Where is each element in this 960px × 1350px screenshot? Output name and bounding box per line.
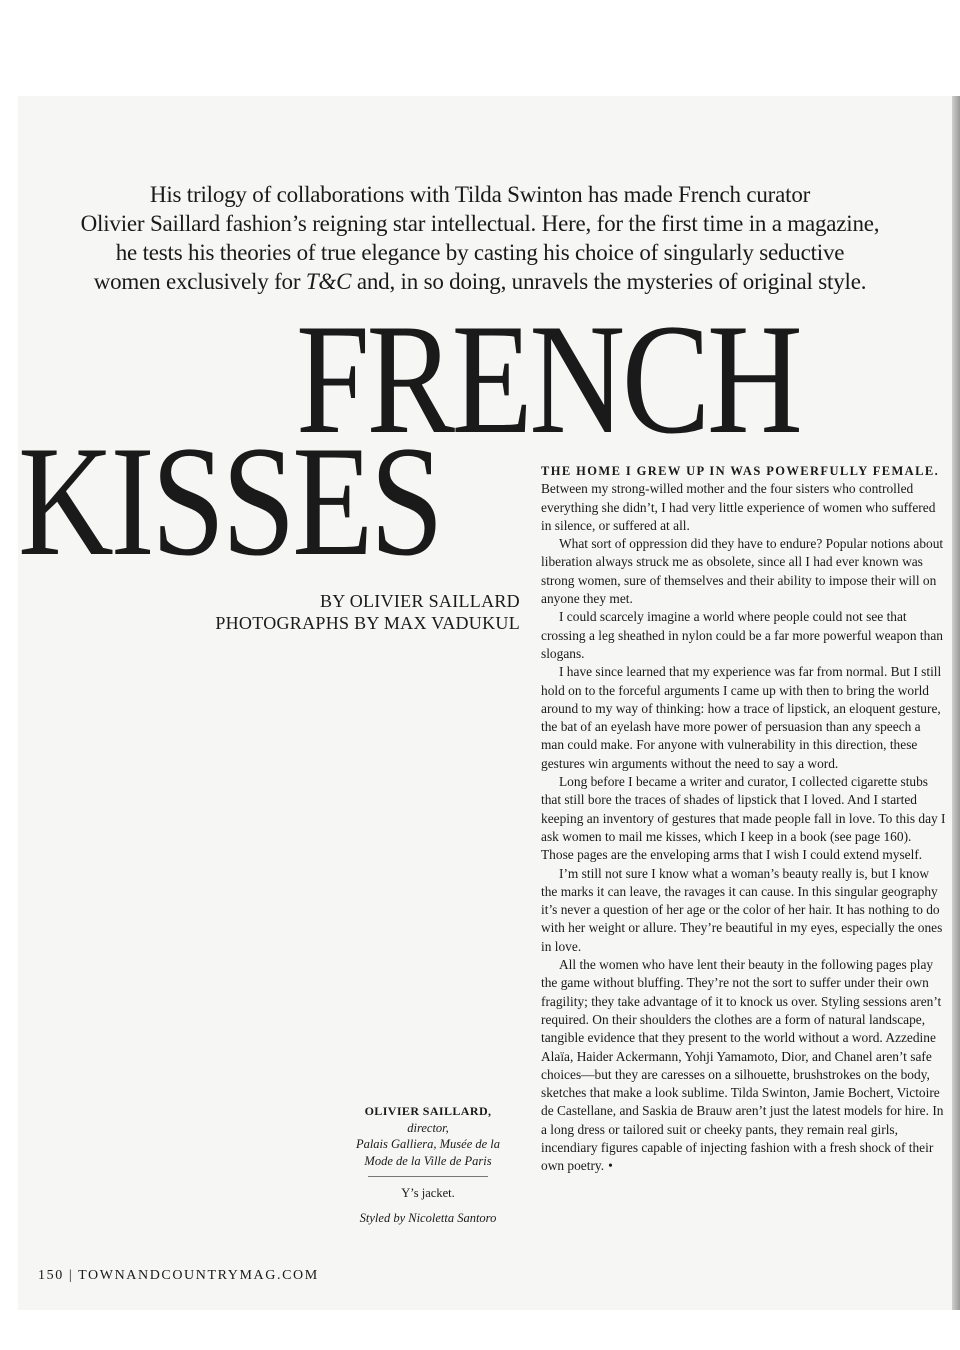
deck-magazine-name: T&C bbox=[305, 269, 352, 294]
deck-line-4-end: and, in so doing, unravels the mysteries of original style. bbox=[351, 269, 867, 294]
headline-kisses: KISSES bbox=[18, 414, 441, 589]
end-mark: • bbox=[608, 1158, 613, 1174]
caption-role: director, bbox=[407, 1120, 449, 1135]
article-paragraph-4: I have since learned that my experience was far from normal. But I still hold on to the forceful arguments I came up with then to bring the world around to my way of thinking: how a trace of lipstick, an eloquent gesture, the bat of an eyelash have more power of persuasion than any speech a man could make. For anyone with vulnerability in this direction, these gestures win arguments without the need to say a word. bbox=[541, 664, 942, 771]
credits-block bbox=[215, 590, 520, 634]
lead-in-caps: THE HOME I GREW UP IN WAS POWERFULLY FEMALE. bbox=[541, 464, 940, 478]
caption-divider bbox=[368, 1176, 488, 1177]
article-paragraph-3: I could scarcely imagine a world where people could not see that crossing a leg sheathed in nylon could be a far more powerful weapon than slogans. bbox=[541, 609, 943, 661]
headline-french: FRENCH bbox=[296, 292, 800, 467]
page-folio: 150 | TOWNANDCOUNTRYMAG.COM bbox=[38, 1268, 319, 1283]
caption-jacket: Y’s jacket. bbox=[401, 1186, 455, 1200]
deck-line-3: he tests his theories of true elegance by casting his choice of singularly seductive bbox=[115, 240, 845, 265]
byline: BY OLIVIER SAILLARD bbox=[319, 591, 520, 611]
lead-paragraph-text: Between my strong-willed mother and the four sisters who controlled everything she didn’t, I had very little experience of women who suffered in silence, or suffered at all. bbox=[541, 481, 936, 533]
article-paragraph-6: I’m still not sure I know what a woman’s beauty really is, but I know the marks it can leave, the ravages it can cause. In this singular geography it’s never a question of her age or the color of her hair. It has nothing to do with her weight or allure. They’re beautiful in my eyes, especially the ones in love. bbox=[541, 865, 943, 954]
photo-caption bbox=[350, 1103, 506, 1226]
photo-credit: PHOTOGRAPHS BY MAX VADUKUL bbox=[215, 613, 520, 633]
caption-name: OLIVIER SAILLARD, bbox=[364, 1104, 492, 1118]
caption-org-line-2: Mode de la Ville de Paris bbox=[364, 1153, 492, 1168]
article-paragraph-5: Long before I became a writer and curator, I collected cigarette stubs that still bore the traces of shades of lipstick that I loved. And I started keeping an inventory of gestures that made people fall in love. To this day I ask women to mail me kisses, which I keep in a book (see page 160). Those pages are the enveloping arms that I wish I could extend myself. bbox=[541, 774, 946, 863]
caption-org-line-1: Palais Galliera, Musée de la bbox=[355, 1137, 501, 1151]
article-body bbox=[541, 462, 947, 1176]
caption-styled-by: Styled by Nicoletta Santoro bbox=[359, 1210, 497, 1225]
deck-line-4-start: women exclusively for bbox=[93, 269, 306, 294]
article-paragraph-7 bbox=[541, 956, 947, 1176]
article-paragraph-1 bbox=[541, 462, 947, 535]
final-paragraph-text: All the women who have lent their beauty in the following pages play the game without bluffing. They’re not the sort to suffer under their own fragility; they take advantage of it to knock us over. Styling sessions aren’t required. On their shoulders the clothes are a form of natural landscape, tangible evidence that they present to the world without a word. Azzedine Alaïa, Haider Ackermann, Yohji Yamamoto, Dior, and Chanel aren’t safe choices—but they are caresses on a silhouette, brushstrokes on the body, sketches that make a look sublime. Tilda Swinton, Jamie Bochert, Victoire de Castellane, and Saskia de Brauw aren’t just the latest models for hire. In a long dress or tailored suit or cheeky pants, they remain real girls, incendiary figures capable of injecting fashion with a fresh shock of their own poetry. bbox=[541, 957, 944, 1174]
deck-intro bbox=[40, 180, 920, 296]
deck-line-1: His trilogy of collaborations with Tilda Swinton has made French curator bbox=[149, 182, 811, 207]
page-edge-shadow bbox=[952, 96, 960, 1310]
article-paragraph-2: What sort of oppression did they have to endure? Popular notions about liberation always struck me as obsolete, since all I had ever known was strong women, sure of themselves and their ability to impose their will on anyone they met. bbox=[541, 536, 944, 607]
deck-line-2: Olivier Saillard fashion’s reigning star intellectual. Here, for the first time in a magazine, bbox=[80, 211, 880, 236]
